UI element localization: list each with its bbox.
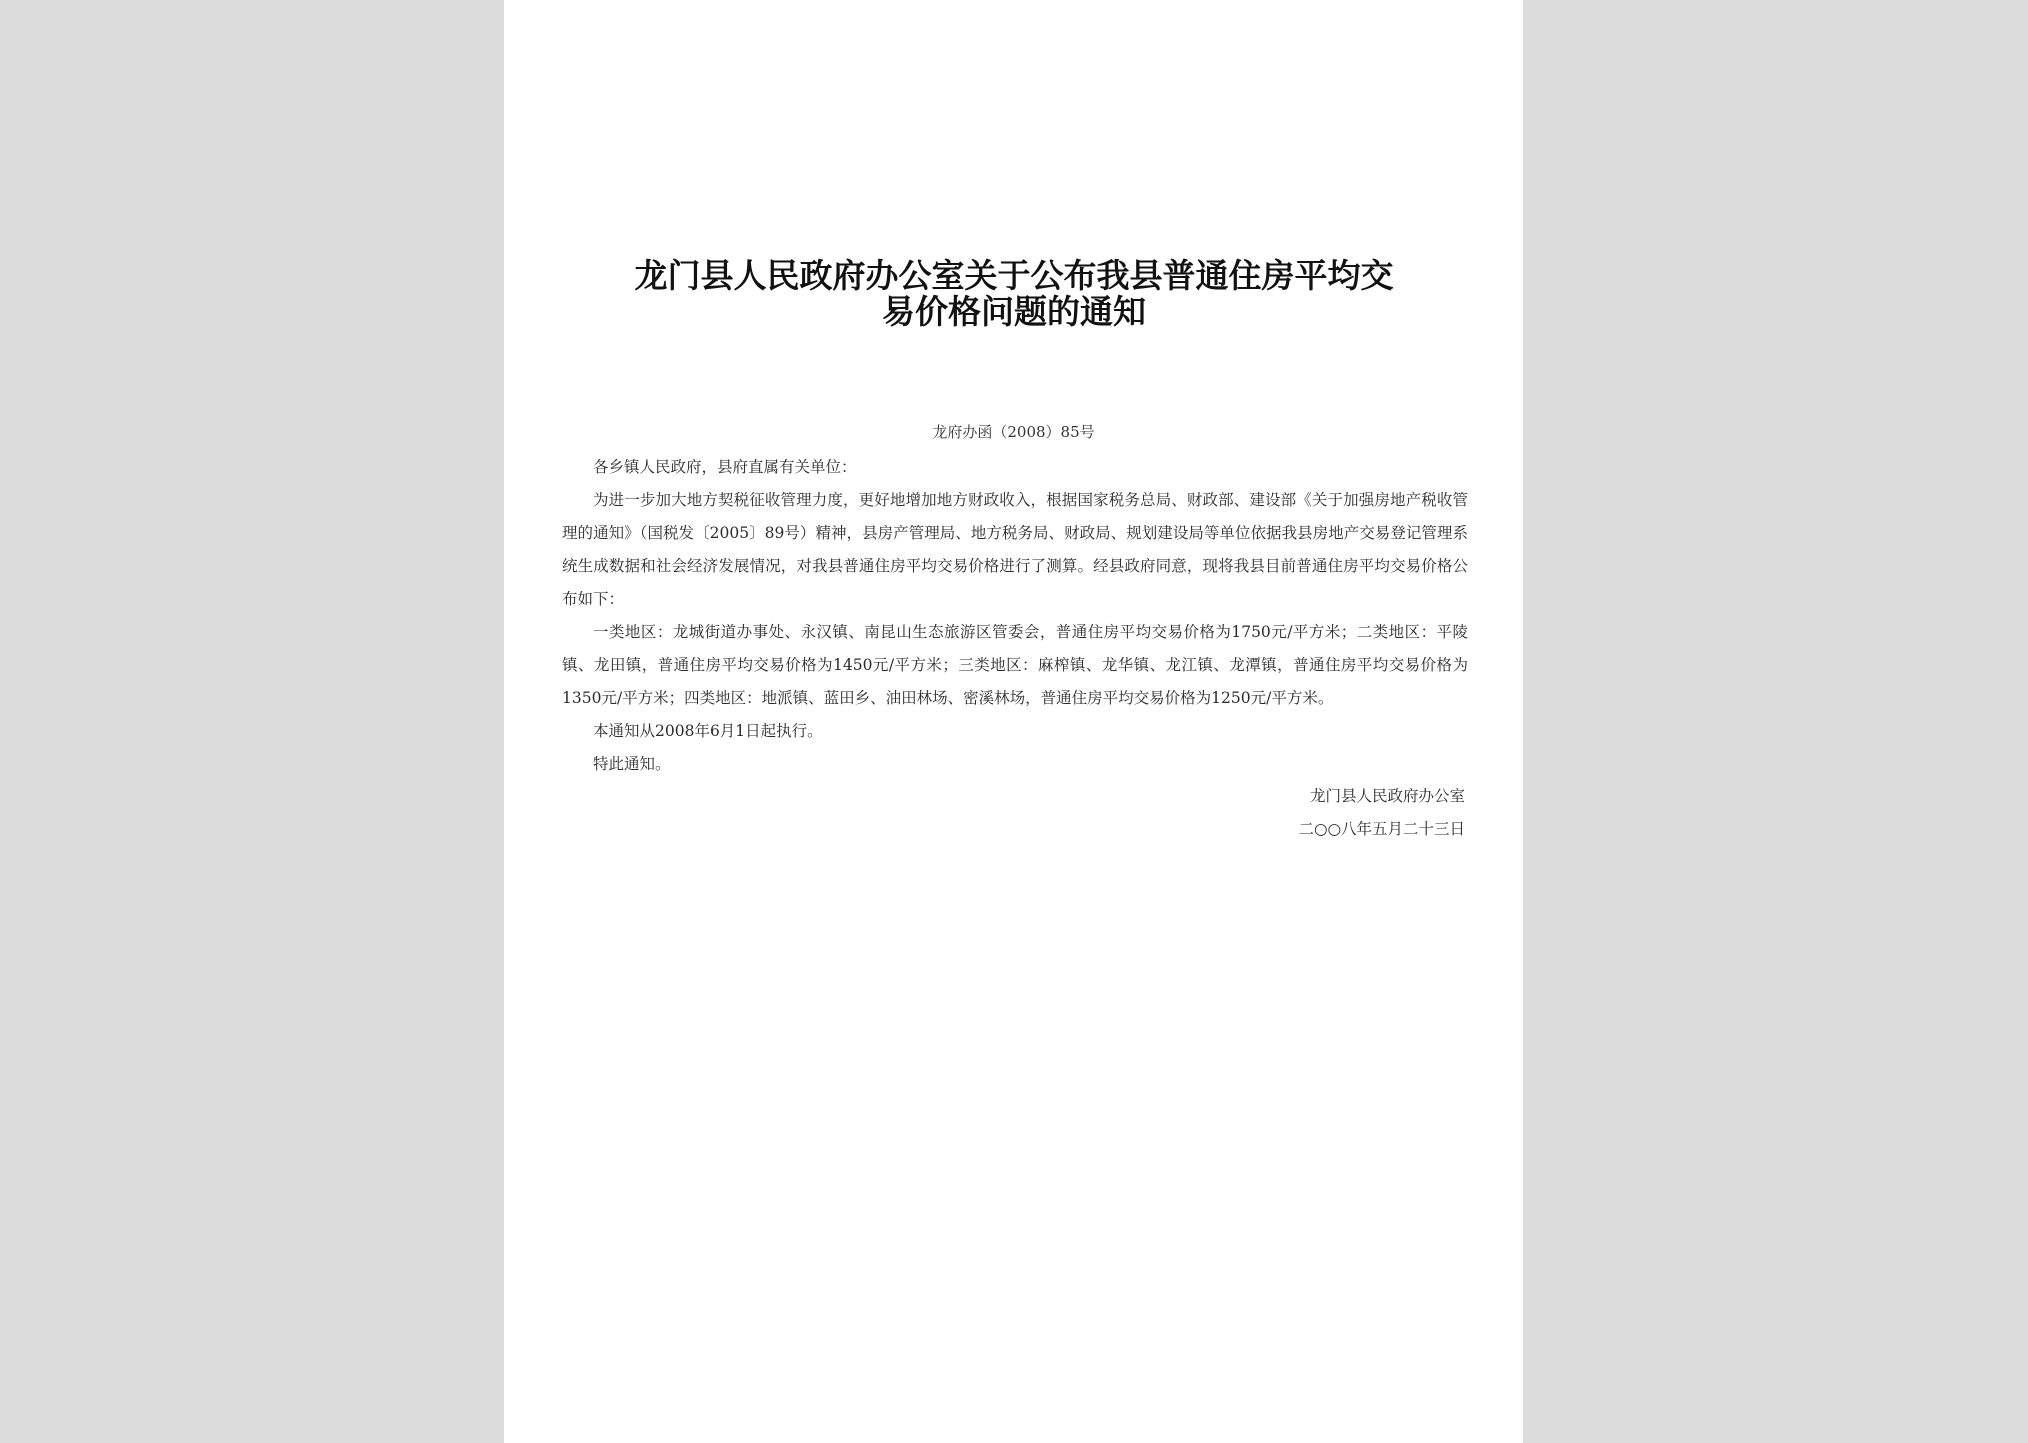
issue-date: 二○○八年五月二十三日 [1298, 820, 1465, 838]
title-line-1: 龙门县人民政府办公室关于公布我县普通住房平均交 [634, 256, 1394, 295]
paragraph-effective-date: 本通知从2008年6月1日起执行。 [593, 722, 823, 740]
document-body [562, 451, 1468, 781]
paragraph-closing: 特此通知。 [593, 755, 671, 773]
issuer-name: 龙门县人民政府办公室 [1309, 787, 1465, 805]
salutation: 各乡镇人民政府，县府直属有关单位： [593, 458, 857, 476]
document-page [504, 0, 1523, 1443]
title-line-2: 易价格问题的通知 [882, 292, 1146, 331]
paragraph-background: 为进一步加大地方契税征收管理力度，更好地增加地方财政收入，根据国家税务总局、财政部、建设部《关于加强房地产税收管理的通知》（国税发〔2005〕89号）精神，县房产管理局、地方税务局、财政局、规划建设局等单位依据我县房地产交易登记管理系统生成数据和社会经济发展情况，对我县普通住房平均交易价格进行了测算。经县政府同意，现将我县目前普通住房平均交易价格公布如下： [562, 491, 1468, 608]
signature-block [1298, 780, 1465, 846]
document-title [584, 258, 1444, 330]
document-number: 龙府办函（2008）85号 [932, 423, 1095, 441]
paragraph-prices: 一类地区：龙城街道办事处、永汉镇、南昆山生态旅游区管委会，普通住房平均交易价格为1750元/平方米；二类地区：平陵镇、龙田镇，普通住房平均交易价格为1450元/平方米；三类地区：麻榨镇、龙华镇、龙江镇、龙潭镇，普通住房平均交易价格为1350元/平方米；四类地区：地派镇、蓝田乡、油田林场、密溪林场，普通住房平均交易价格为1250元/平方米。 [562, 623, 1468, 707]
